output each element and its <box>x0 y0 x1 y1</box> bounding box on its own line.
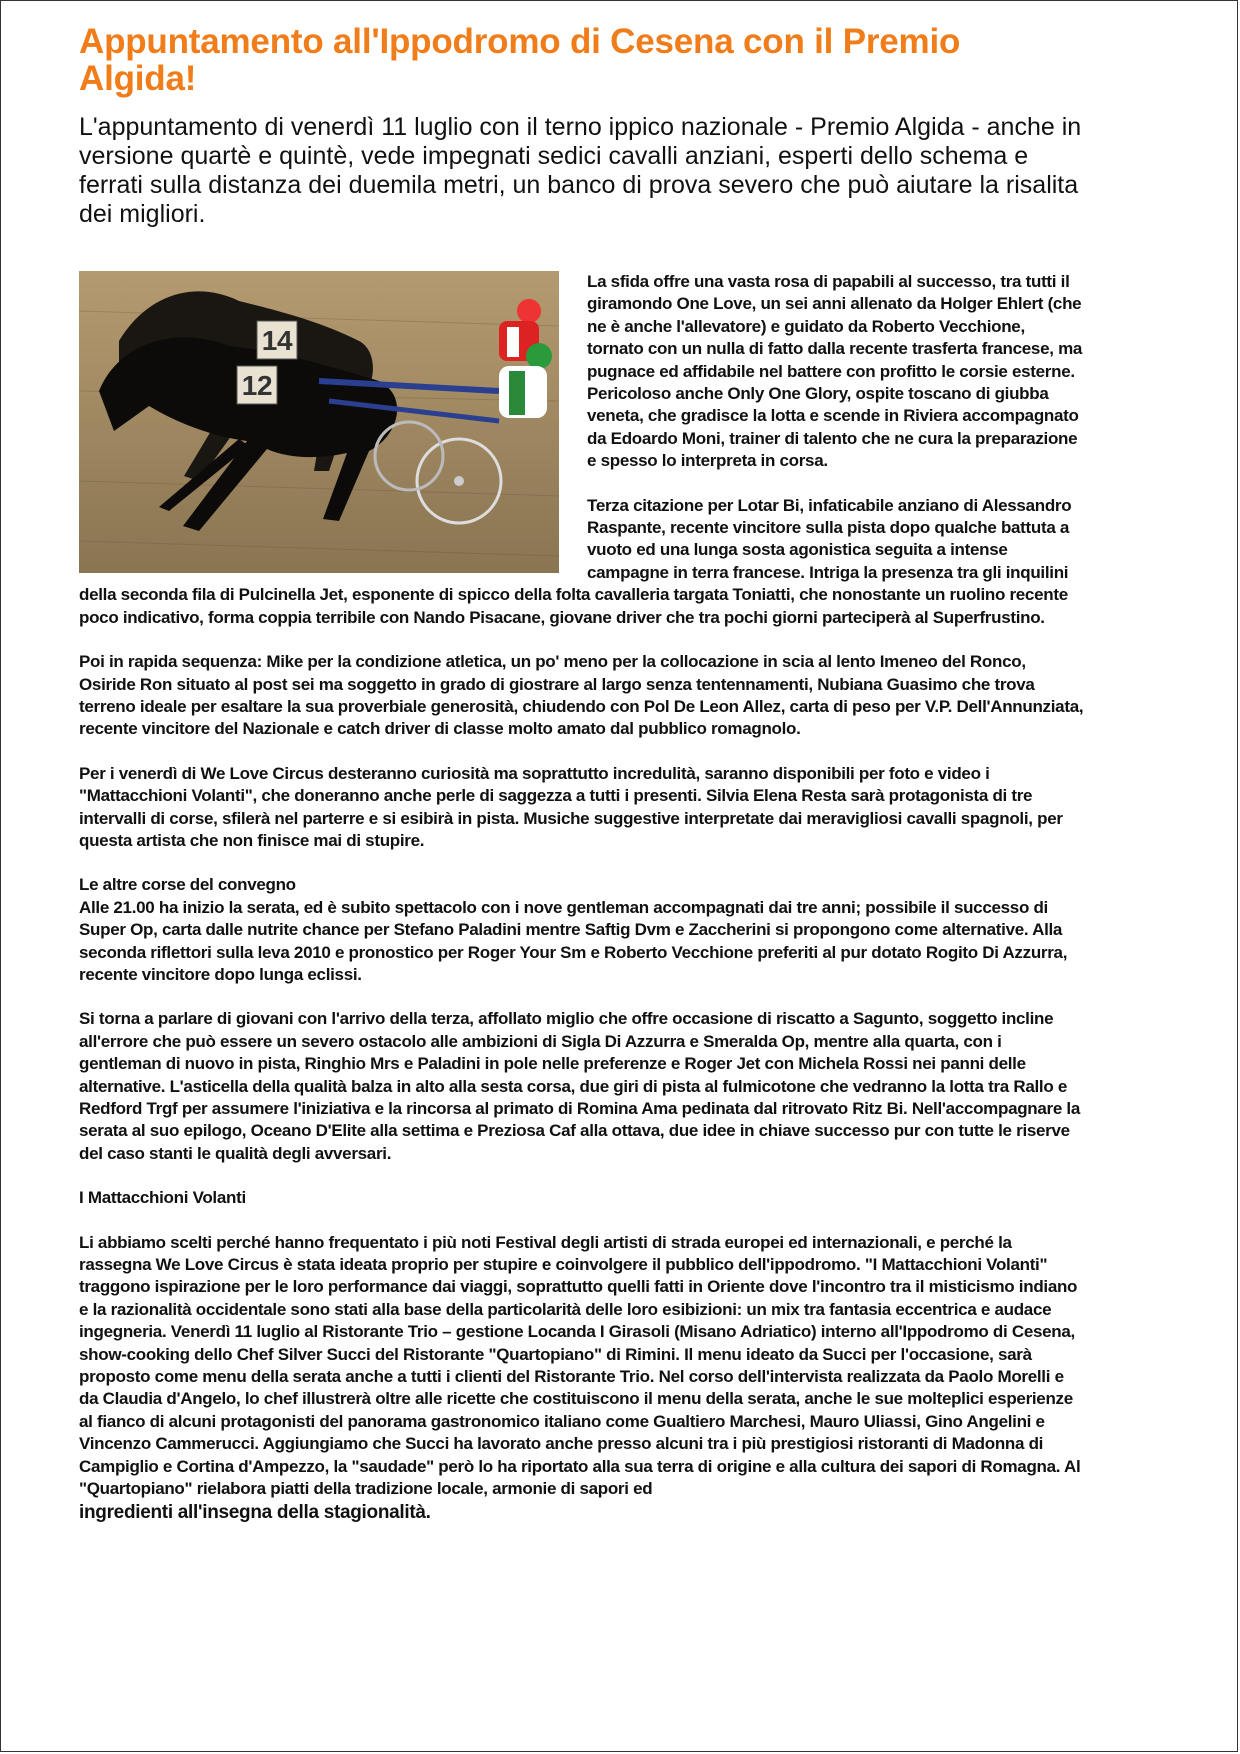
paragraph-7: Li abbiamo scelti perché hanno frequentato i più noti Festival degli artisti di strada europei ed internazionali, e perché la rassegna We Love Circus è stata ideata proprio per stupire e coinvolgere il pubblico dell'ippodromo. "I Mattacchioni Volanti" traggono ispirazione per le loro performance dai viaggi, soprattutto quelli fatti in Oriente dove l'incontro tra il misticismo indiano e la razionalità occidentale sono stati alla base della particolarità delle loro esibizioni: un mix tra fantasia eccentrica e audace ingegneria. Venerdì 11 luglio al Ristorante Trio – gestione Locanda I Girasoli (Misano Adriatico) interno all'Ippodromo di Cesena, show-cooking dello Chef Silver Succi del Ristorante "Quartopiano" di Rimini. Il menu ideato da Succi per l'occasione, sarà proposto come menu della serata anche a tutti i clienti del Ristorante Trio. Nel corso dell'intervista realizzata da Paolo Morelli e da Claudia d'Angelo, lo chef illustrerà oltre alle ricette che costituiscono il menu della serata, anche le sue molteplici esperienze al fianco di alcuni protagonisti del panorama gastronomico italiano come Gualtiero Marchesi, Mauro Uliassi, Gino Angelini e Vincenzo Cammerucci. Aggiungiamo che Succi ha lavorato anche presso alcuni tra i più prestigiosi ristoranti di Madonna di Campiglio e Cortina d'Ampezzo, la "saudade" però lo ha riportato alla sua terra di origine e alla cultura dei sapori di Romagna. Al "Quartopiano" rielabora piatti della tradizione locale, armonie di sapori ed <box>79 1232 1081 1499</box>
harness-racing-illustration <box>79 271 559 573</box>
paragraph-2: Terza citazione per Lotar Bi, infaticabile anziano di Alessandro Raspante, recente vincitore sulla pista dopo qualche battuta a vuoto ed una lunga sosta agonistica seguita a intense campagne in terra francese. Intriga la presenza tra gli inquilini della seconda fila di Pulcinella Jet, esponente di spicco della folta cavalleria targata Toniatti, che nonostante un ruolino recente poco indicativo, forma coppia terribile con Nando Pisacane, giovane driver che tra pochi giorni parteciperà al Superfrustino. <box>79 495 1072 627</box>
harness-racing-photo <box>79 271 559 573</box>
final-line: ingredienti all'insegna della stagionalità. <box>79 1501 431 1523</box>
paragraph-4: Per i venerdì di We Love Circus desteranno curiosità ma soprattutto incredulità, saranno disponibili per foto e video i "Mattacchioni Volanti", che doneranno anche perle di saggezza a tutti i presenti. Silvia Elena Resta sarà protagonista di tre intervalli di corse, sfilerà nel parterre e si esibirà in pista. Musiche suggestive interpretate dai meravigliosi cavalli spagnoli, per questa artista che non finisce mai di stupire. <box>79 763 1063 850</box>
article <box>79 23 1085 1547</box>
section-heading-other-races: Le altre corse del convegno <box>79 875 296 895</box>
article-lead: L'appuntamento di venerdì 11 luglio con il terno ippico nazionale - Premio Algida - anche in versione quartè e quintè, vede impegnati sedici cavalli anziani, esperti dello schema e ferrati sulla distanza dei duemila metri, un banco di prova severo che può aiutare la risalita dei migliori. <box>79 113 1082 228</box>
horse-number-back: 14 <box>261 325 293 356</box>
paragraph-3: Poi in rapida sequenza: Mike per la condizione atletica, un po' meno per la collocazione in scia al lento Imeneo del Ronco, Osiride Ron situato al post sei ma soggetto in grado di giostrare al largo senza tentennamenti, Nubiana Guasimo che trova terreno ideale per esaltare la sua proverbiale generosità, chiudendo con Pol De Leon Allez, carta di peso per V.P. Dell'Annunziata, recente vincitore del Nazionale e catch driver di classe molto amato dal pubblico romagnolo. <box>79 652 1084 739</box>
paragraph-1: La sfida offre una vasta rosa di papabili al successo, tra tutti il giramondo One Love, un sei anni allenato da Holger Ehlert (che ne è anche l'allevatore) e guidato da Roberto Vecchione, tornato con un nulla di fatto dalla recente trasferta francese, ma pugnace ed affidabile nel battere con profitto le corsie esterne. Pericoloso anche Only One Glory, ospite toscano di giubba veneta, che gradisce la lotta e scende in Riviera accompagnato da Edoardo Moni, trainer di talento che ne cura la preparazione e spesso lo interpreta in corsa. <box>587 272 1083 471</box>
section-heading-mattacchioni: I Mattacchioni Volanti <box>79 1188 246 1208</box>
article-title: Appuntamento all'Ippodromo di Cesena con il Premio Algida! <box>79 22 961 98</box>
horse-number-front: 12 <box>241 370 273 401</box>
paragraph-6: Si torna a parlare di giovani con l'arrivo della terza, affollato miglio che offre occasione di riscatto a Sagunto, soggetto incline all'errore che può essere un severo ostacolo alle ambizioni di Sigla Di Azzurra e Smeralda Op, mentre alla quarta, con i gentleman di nuovo in pista, Ringhio Mrs e Paladini in pole nelle preferenze e Roger Jet con Michela Rossi nei panni delle alternative. L'asticella della qualità balza in alto alla sesta corsa, due giri di pista al fulmicotone che vedranno la lotta tra Rallo e Redford Trgf per assumere l'iniziativa e la rincorsa al primato di Romina Ama pedinata dal ritrovato Ritz Bi. Nell'accompagnare la serata al suo epilogo, Oceano D'Elite alla settima e Preziosa Caf alla ottava, due idee in chiave successo pur con tutte le riserve del caso stanti le qualità degli avversari. <box>79 1009 1081 1163</box>
article-body <box>79 271 1085 1525</box>
paragraph-5: Alle 21.00 ha inizio la serata, ed è subito spettacolo con i nove gentleman accompagnati dai tre anni; possibile il successo di Super Op, carta dalle nutrite chance per Stefano Paladini mentre Saftig Dvm e Zaccherini si propongono come alternative. Alla seconda riflettori sulla leva 2010 e pronostico per Roger Your Sm e Roberto Vecchione preferiti al pur dotato Rogito Di Azzurra, recente vincitore dopo lunga eclissi. <box>79 897 1068 984</box>
